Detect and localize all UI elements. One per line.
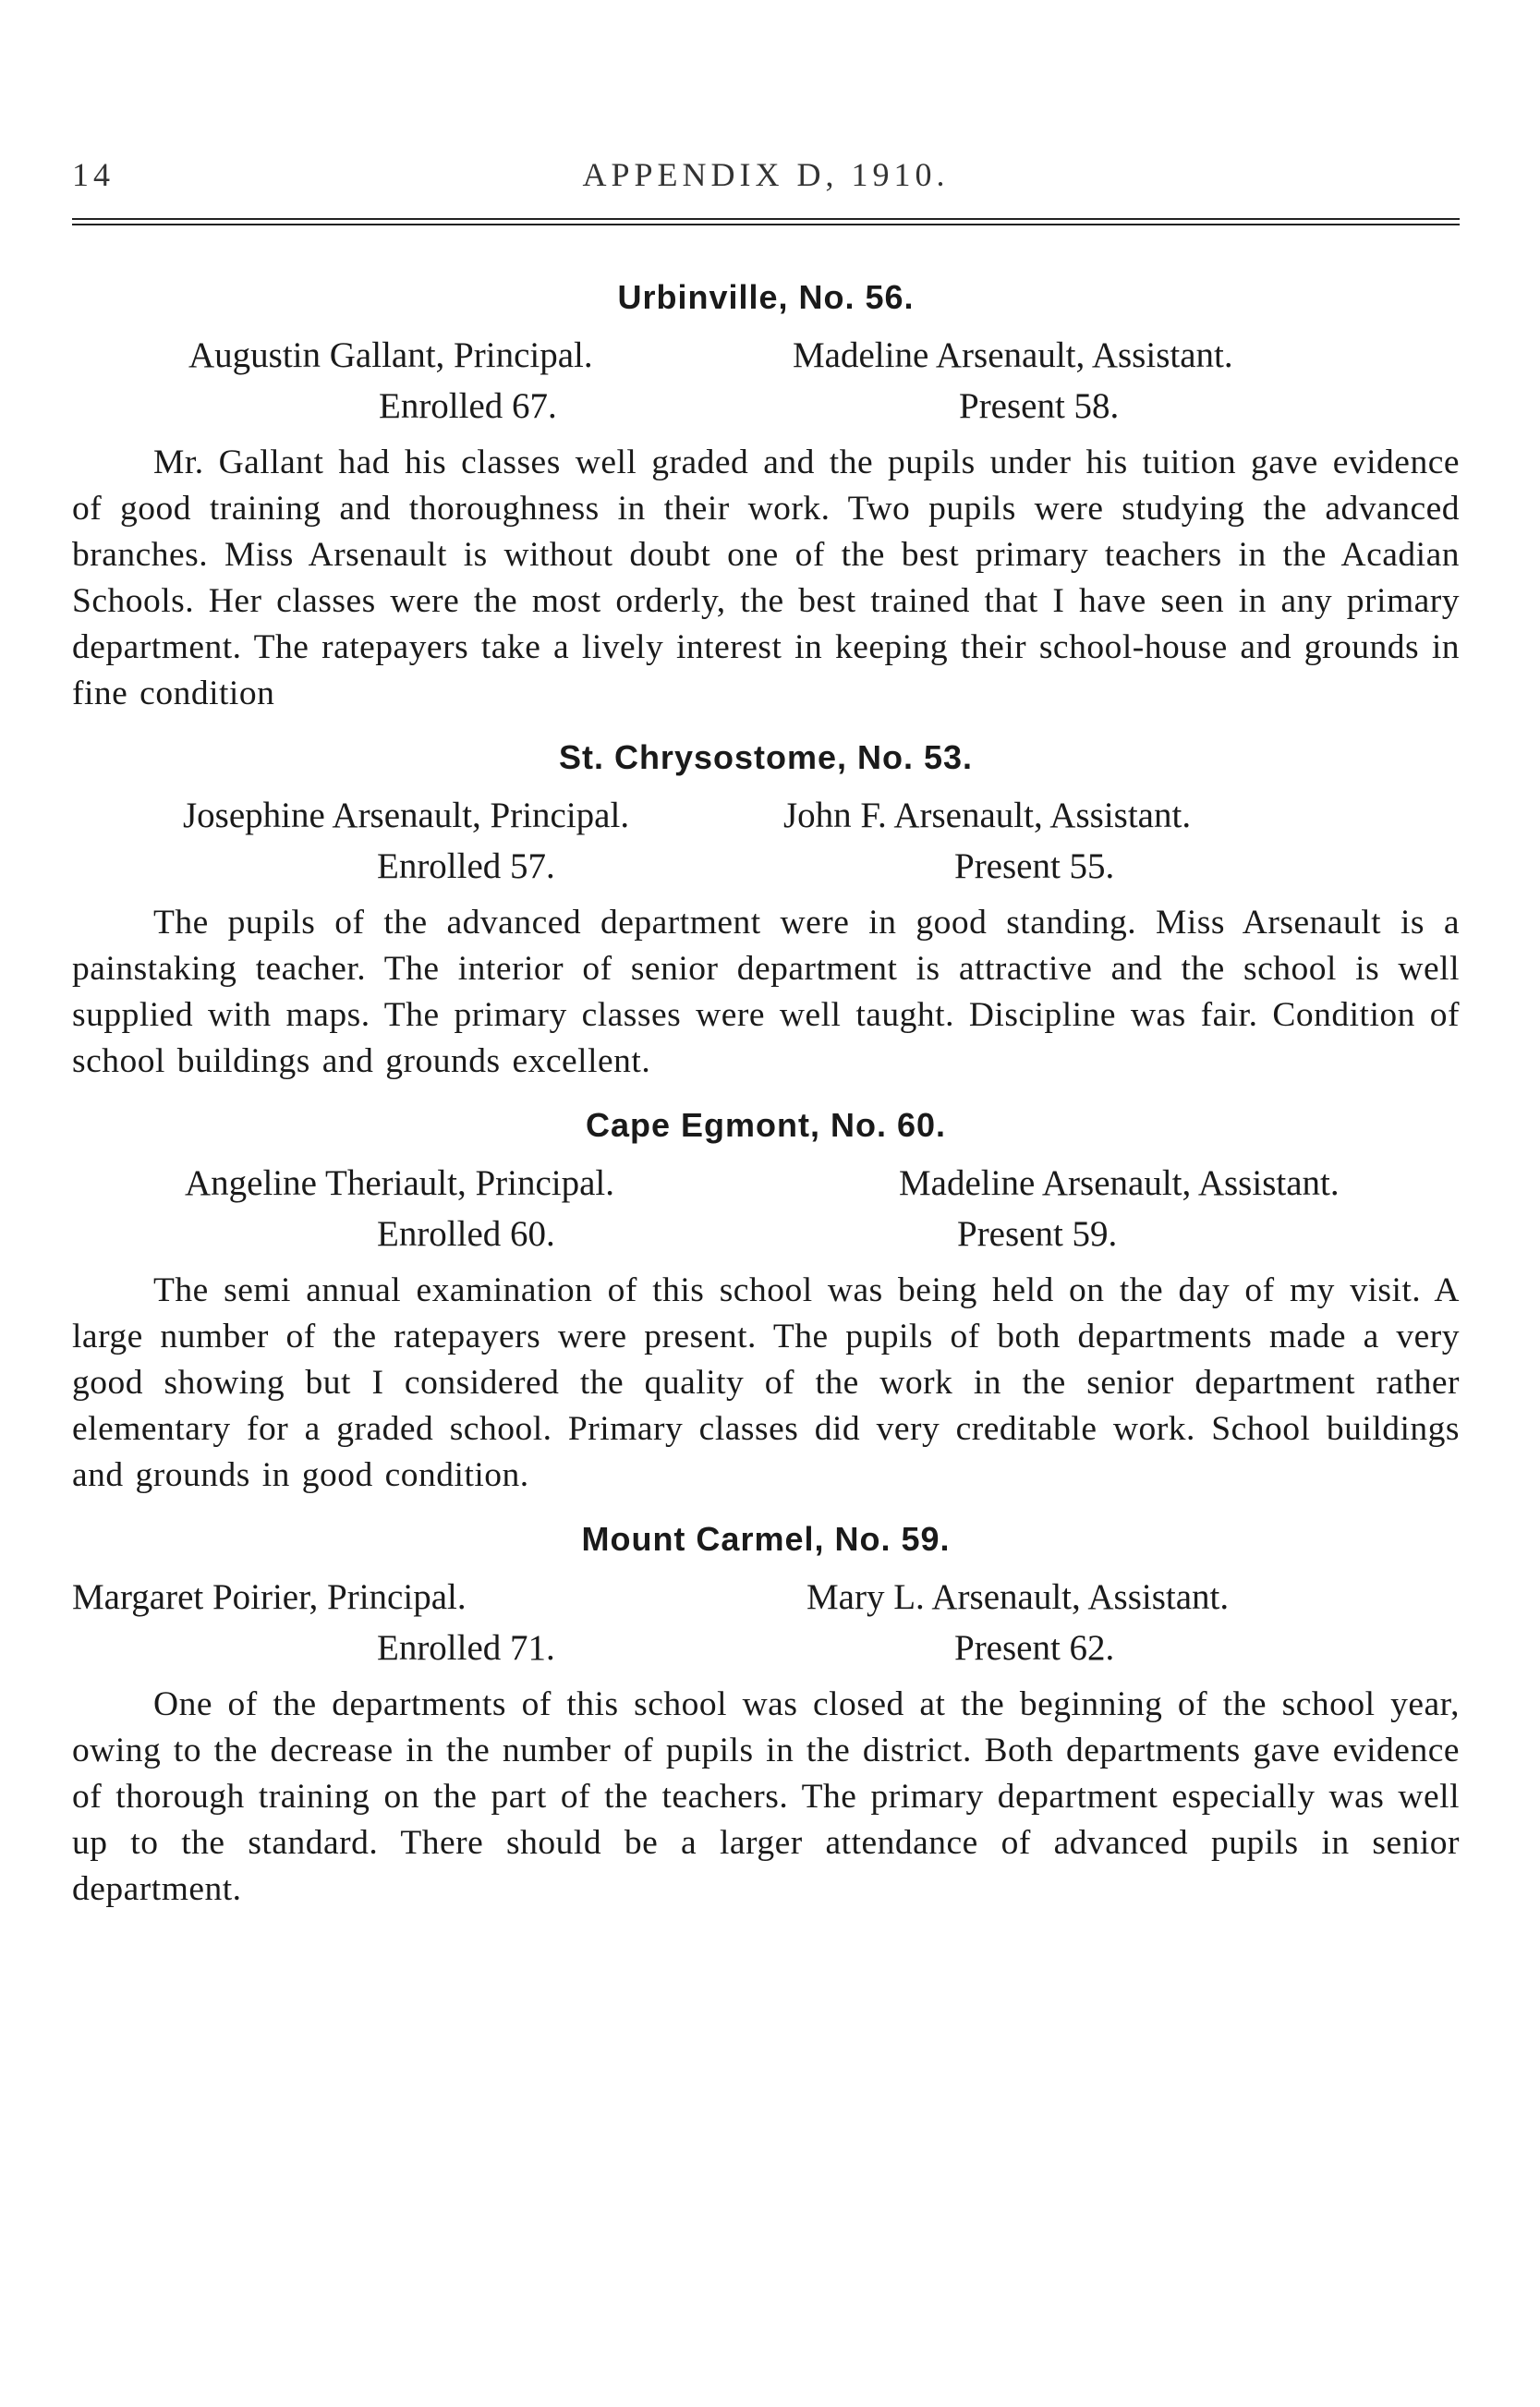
staff-row	[72, 1574, 1460, 1624]
assistant-name: John F. Arsenault, Assistant.	[783, 796, 1192, 835]
enrolled-count: Enrolled 57.	[377, 846, 555, 886]
inspection-report-text: The semi annual examination of this school was being held on the day of my visit. A large number of the ratepayers were present. The pupils of both departments made a very good showing but I considered the quality of the work in the senior department rather elementary for a graded school. Primary classes did very creditable work. School buildings and grounds in good condition.	[72, 1271, 1460, 1494]
inspection-report-text: Mr. Gallant had his classes well graded and the pupils under his tuition gave evidence of good training and thoroughness in their work. Two pupils were studying the advanced branches. Miss Arsenault is without doubt one of the best primary teachers in the Acadian Schools. Her classes were the most orderly, the best trained that I have seen in any primary department. The ratepayers take a lively interest in keeping their school-house and grounds in fine condition	[72, 444, 1460, 712]
school-heading: St. Chrysostome, No. 53.	[558, 738, 974, 776]
enrolled-count: Enrolled 60.	[377, 1214, 555, 1254]
enrolled-count: Enrolled 67.	[379, 386, 557, 426]
present-count: Present 59.	[957, 1214, 1118, 1254]
inspection-report-text: The pupils of the advanced department were in good standing. Miss Arsenault is a painstaking teacher. The interior of senior department is attractive and the school is well supplied with maps. The primary classes were well taught. Discipline was fair. Condition of school buildings and grounds excellent.	[72, 904, 1460, 1080]
principal-name: Angeline Theriault, Principal.	[185, 1163, 614, 1203]
school-report-cape-egmont	[72, 1105, 1460, 1499]
school-report-st-chrysostome	[72, 737, 1460, 1085]
assistant-name: Madeline Arsenault, Assistant.	[899, 1163, 1340, 1203]
inspection-report-text: One of the departments of this school was closed at the beginning of the school year, owing to the decrease in the number of pupils in the district. Both departments gave evidence of thorough training on the part of the teachers. The primary department especially was well up to the standard. There should be a larger attendance of advanced pupils in senior department.	[72, 1685, 1460, 1908]
attendance-row	[72, 1210, 1460, 1268]
principal-name: Josephine Arsenault, Principal.	[183, 796, 630, 835]
enrolled-count: Enrolled 71.	[377, 1628, 555, 1668]
staff-row	[72, 1161, 1460, 1210]
present-count: Present 55.	[954, 846, 1115, 886]
attendance-row	[72, 843, 1460, 900]
running-head-title: APPENDIX D, 1910.	[582, 156, 950, 193]
header-double-rule	[72, 218, 1460, 225]
school-report-urbinville	[72, 277, 1460, 717]
present-count: Present 58.	[959, 386, 1120, 426]
running-head	[72, 155, 1460, 196]
principal-name: Augustin Gallant, Principal.	[188, 335, 593, 375]
principal-name: Margaret Poirier, Principal.	[72, 1577, 467, 1617]
assistant-name: Mary L. Arsenault, Assistant.	[806, 1577, 1230, 1617]
attendance-row	[72, 1624, 1460, 1682]
assistant-name: Madeline Arsenault, Assistant.	[793, 335, 1233, 375]
school-heading: Cape Egmont, No. 60.	[585, 1106, 947, 1144]
attendance-row	[72, 383, 1460, 440]
present-count: Present 62.	[954, 1628, 1115, 1668]
school-heading: Mount Carmel, No. 59.	[581, 1520, 951, 1558]
report-body	[72, 277, 1460, 1933]
staff-row	[72, 793, 1460, 843]
page-number: 14	[72, 156, 115, 193]
staff-row	[72, 333, 1460, 383]
school-heading: Urbinville, No. 56.	[617, 278, 915, 316]
school-report-mount-carmel	[72, 1519, 1460, 1913]
